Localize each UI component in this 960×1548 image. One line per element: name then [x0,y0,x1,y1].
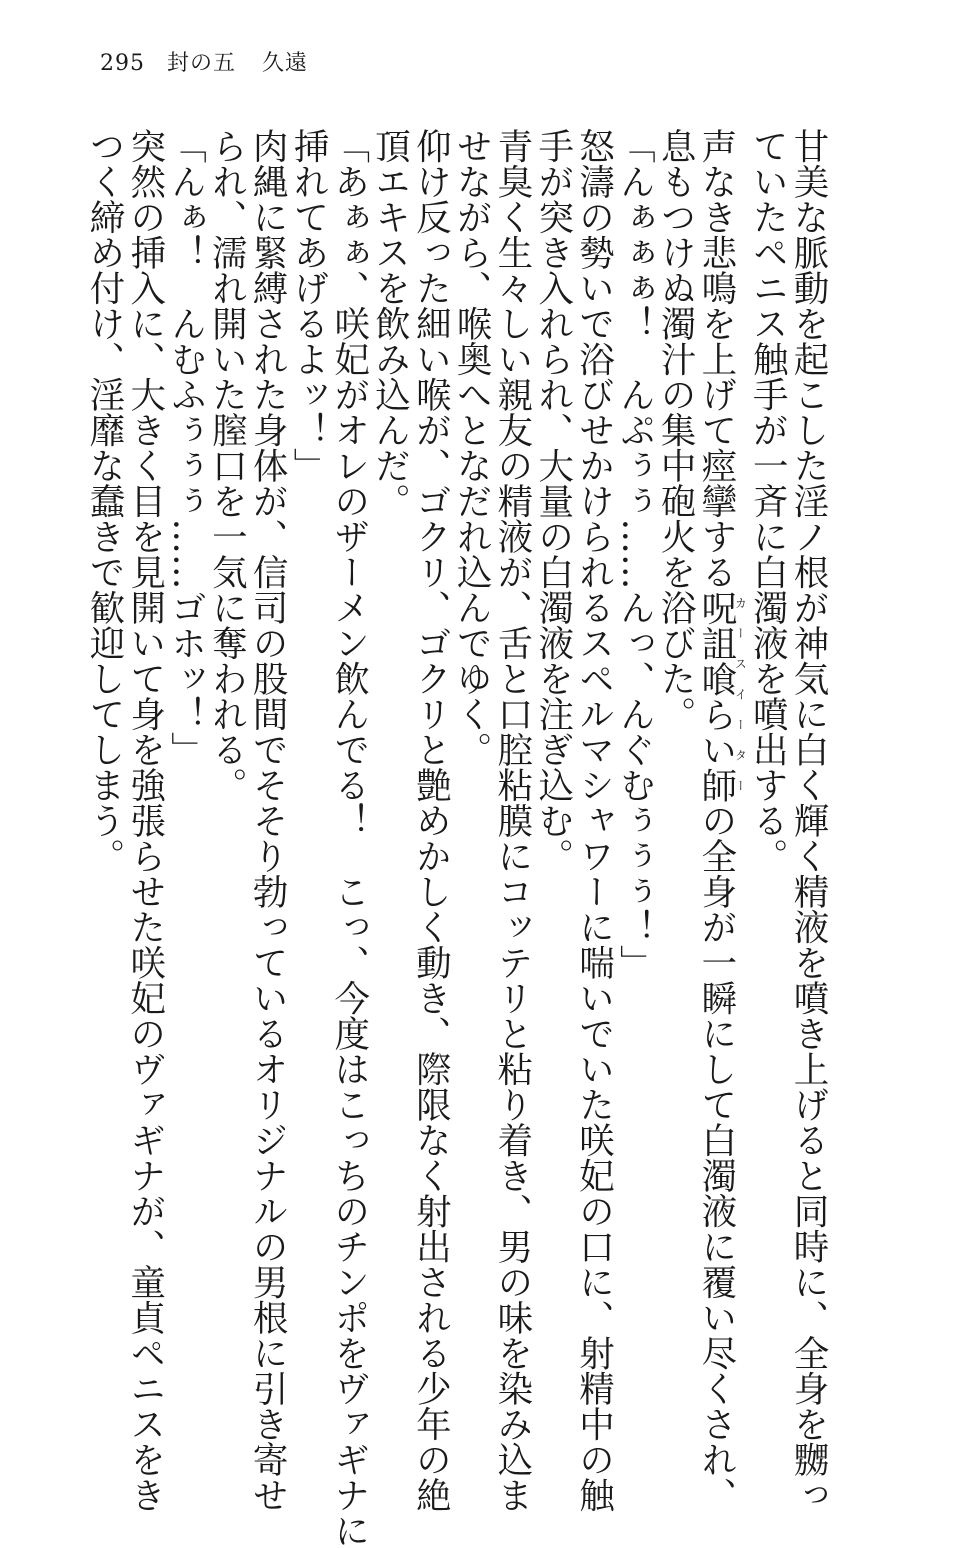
page-number: 295 [100,51,145,76]
text-line: 頂エキスを飲み込んだ。 [369,128,411,519]
text-line: 挿れてあげるよッ！」 [287,128,329,483]
running-header [100,46,308,77]
text-line: 「んぁぁぁ！ んぷぅぅ……んっ、んぐむぅぅぅ！」 [614,128,656,980]
text-line: 怒濤の勢いで浴びせかけられるスペルマシャワーに喘いでいた咲妃の口に、射精中の触 [573,128,615,1513]
text-line: られ、濡れ開いた膣口を一気に奪われる。 [206,128,248,803]
text-line: 突然の挿入に、大きく目を見開いて身を強張らせた咲妃のヴァギナが、童貞ペニスをき [124,128,166,1513]
text-line: 息もつけぬ濁汁の集中砲火を浴びた。 [655,128,697,732]
body-text [83,128,829,1548]
text-line: せながら、喉奥へとなだれ込んでゆく。 [451,128,493,767]
ruby-annotation: 呪詛喰らい師カースイーター [695,589,748,803]
text-line: 仰け反った細い喉が、ゴクリ、ゴクリと艶めかしく動き、際限なく射出される少年の絶 [410,128,452,1513]
text-line: 「あぁぁ、咲妃がオレのザーメン飲んでる！ こっ、今度はこっちのチンポをヴァギナに [328,128,370,1548]
chapter-title: 久遠 [262,51,309,76]
text-line: 「んぁ！ んむふぅぅぅ……ゴホッ！」 [165,128,207,767]
text-line: 青臭く生々しい親友の精液が、舌と口腔粘膜にコッテリと粘り着き、男の味を染み込ま [491,128,533,1513]
text-line: 肉縄に緊縛された身体が、信司の股間でそそり勃っているオリジナルの男根に引き寄せ [247,128,289,1513]
text-line: 声なき悲鳴を上げて痙攣する呪詛喰らい師カースイーターの全身が一瞬にして白濁液に覆い尽くされ、 [695,128,748,1513]
chapter-label: 封の五 [167,51,237,76]
text-line: 手が突き入れられ、大量の白濁液を注ぎ込む。 [532,128,574,874]
text-line: つく締め付け、淫靡な蠢きで歓迎してしまう。 [83,128,125,874]
text-line: 甘美な脈動を起こした淫ノ根が神気に白く輝く精液を噴き上げると同時に、全身を嬲っ [788,128,829,1513]
text-line: ていたペニス触手が一斉に白濁液を噴出する。 [747,128,789,874]
